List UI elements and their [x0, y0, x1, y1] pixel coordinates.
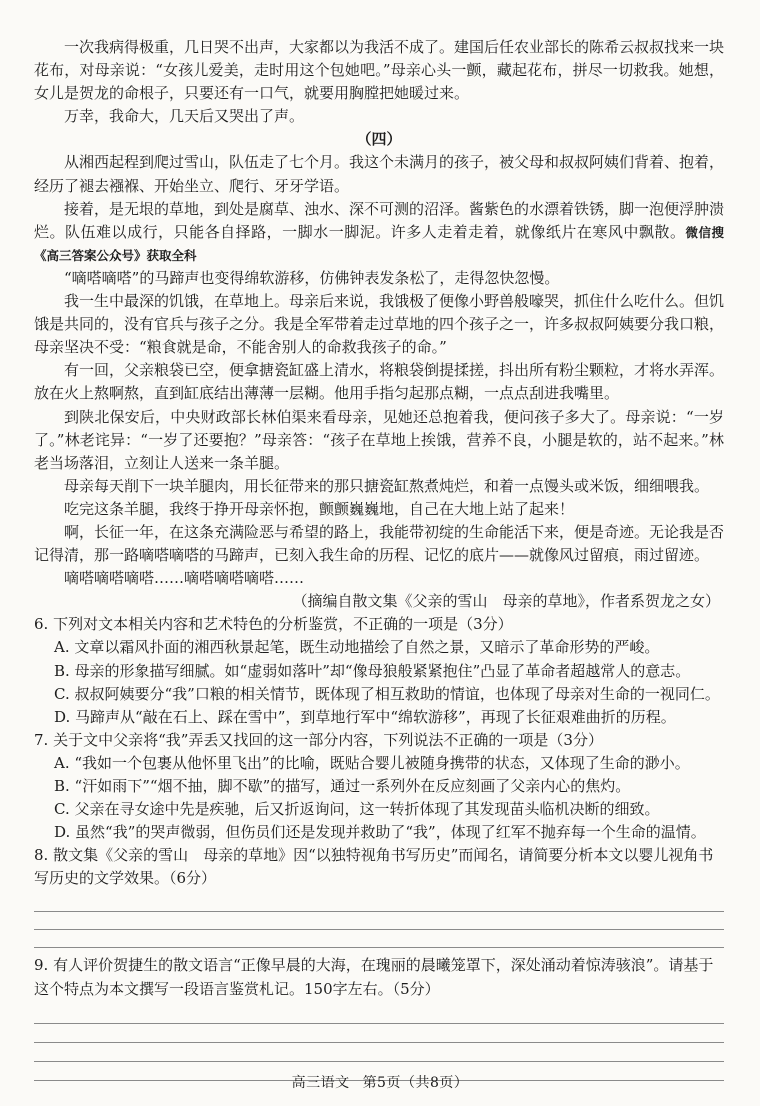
section-number: （四）	[356, 130, 402, 149]
question-6-option-c: C. 叔叔阿姨要分“我”口粮的相关情节，既体现了相互救助的情谊，也体现了母亲对生命的一视同仁。	[54, 684, 720, 703]
question-6-option-d: D. 马蹄声从“敲在石上、踩在雪中”，到草地行军中“绵软游移”，再现了长征艰难曲折的历程。	[54, 707, 676, 726]
answer-line[interactable]	[34, 894, 724, 912]
answer-line[interactable]	[34, 1024, 724, 1043]
passage-paragraph: 有一回，父亲粮袋已空，便拿搪瓷缸盛上清水，将粮袋倒提揉搓，抖出所有粉尘颗粒，才将水弄浑。放在火上熬啊熬，直到缸底结出薄薄一层糊。他用手指匀起那点糊，一点点刮进我嘴里。	[34, 361, 725, 403]
question-6-option-a: A. 文章以霜风扑面的湘西秋景起笔，既生动地描绘了自然之景，又暗示了革命形势的严峻。	[54, 638, 660, 657]
answer-line[interactable]	[34, 1005, 724, 1024]
answer-line[interactable]	[34, 930, 724, 948]
question-9-answer-area[interactable]	[34, 1005, 724, 1081]
question-7-stem: 7. 关于文中父亲将“我”弄丢又找回的这一部分内容，下列说法不正确的一项是（3分）	[34, 730, 603, 749]
footer-page-number: 第5页（共8页）	[362, 1075, 469, 1091]
passage-paragraph: “嘀嗒嘀嗒”的马蹄声也变得绵软游移，仿佛钟表发条松了，走得忽快忽慢。	[64, 268, 560, 287]
passage-paragraph: 万幸，我命大，几天后又哭出了声。	[64, 107, 305, 126]
passage-paragraph	[34, 198, 724, 267]
passage-paragraph: 吃完这条羊腿，我终于挣开母亲怀抱，颤颤巍巍地，自己在大地上站了起来！	[64, 499, 575, 518]
footer-subject: 高三语文	[291, 1075, 350, 1091]
passage-paragraph: 嘀嗒嘀嗒嘀嗒……嘀嗒嘀嗒嘀嗒……	[64, 569, 305, 588]
passage-paragraph: 到陕北保安后，中央财政部长林伯渠来看母亲，见她还总抱着我，便问孩子多大了。母亲说：“一岁了。”林老诧异：“一岁了还要抱？”母亲答：“孩子在草地上挨饿，营养不良，小腿是软的，站不起来。”林老当场落泪，立刻让人送来一条羊腿。	[34, 407, 724, 472]
question-8-answer-area[interactable]	[34, 894, 724, 948]
passage-text: 接着，是无垠的草地，到处是腐草、浊水、深不可测的沼泽。酱紫色的水漂着铁锈，脚一泡便浮肿溃烂。队伍难以成行，只能各自择路，一脚水一脚泥。许多人走着走着，就像纸片在寒风中飘散。	[34, 199, 725, 241]
exam-content	[34, 36, 724, 1081]
passage-paragraph: 从湘西起程到爬过雪山，队伍走了七个月。我这个未满月的孩子，被父母和叔叔阿姨们背着、抱着，经历了褪去襁褓、开始坐立、爬行、牙牙学语。	[34, 153, 725, 195]
passage-paragraph: 啊，长征一年，在这条充满险恶与希望的路上，我能带初绽的生命能活下来，便是奇迹。无论我是否记得清，那一路嘀嗒嘀嗒的马蹄声，已刻入我生命的历程、记忆的底片——就像风过留痕，雨过留迹。	[34, 522, 725, 565]
passage-source: （摘编自散文集《父亲的雪山 母亲的草地》，作者系贺龙之女）	[292, 592, 720, 611]
question-7-option-d: D. 虽然“我”的哭声微弱，但伤员们还是发现并救助了“我”，体现了红军不抛弃每一个生命的温情。	[54, 823, 706, 842]
inline-notice: 微信搜《高三答案公众号》获取全科	[34, 224, 724, 263]
page-footer	[0, 1072, 760, 1092]
question-6-stem: 6. 下列对文本相关内容和艺术特色的分析鉴赏，不正确的一项是（3分）	[34, 615, 513, 634]
question-8-stem: 8. 散文集《父亲的雪山 母亲的草地》因“以独特视角书写历史”而闻名，请简要分析本文以婴儿视角书写历史的文学效果。（6分）	[34, 846, 714, 888]
answer-line[interactable]	[34, 1043, 724, 1062]
question-6-option-b: B. 母亲的形象描写细腻。如“虚弱如落叶”却“像母狼般紧紧抱住”凸显了革命者超越常人的意志。	[54, 661, 691, 680]
answer-line[interactable]	[34, 912, 724, 930]
question-7-option-a: A. “我如一个包裹从他怀里飞出”的比喻，既贴合婴儿被随身携带的状态，又体现了生命的渺小。	[54, 753, 690, 772]
question-7-option-b: B. “汗如雨下”“烟不抽，脚不歇”的描写，通过一系列外在反应刻画了父亲内心的焦灼。	[54, 777, 631, 795]
passage-paragraph: 一次我病得极重，几日哭不出声，大家都以为我活不成了。建国后任农业部长的陈希云叔叔找来一块花布，对母亲说：“女孩儿爱美，走时用这个包她吧。”母亲心头一颤，藏起花布，拼尽一切救我。她想，女儿是贺龙的命根子，只要还有一口气，就要用胸膛把她暖过来。	[34, 38, 725, 103]
question-9-stem: 9. 有人评价贺捷生的散文语言“正像早晨的大海，在瑰丽的晨曦笼罩下，深处涌动着惊涛骇浪”。请基于这个特点为本文撰写一段语言鉴赏札记。150字左右。（5分）	[34, 956, 714, 998]
passage-paragraph: 我一生中最深的饥饿，在草地上。母亲后来说，我饿极了便像小野兽般嚎哭，抓住什么吃什么。但饥饿是共同的，没有官兵与孩子之分。我是全军带着走过草地的四个孩子之一，许多叔叔阿姨要分我口粮，母亲坚决不受：“粮食就是命，不能舍别人的命救我孩子的命。”	[34, 292, 725, 357]
question-7-option-c: C. 父亲在寻女途中先是疾驰，后又折返询问，这一转折体现了其发现苗头临机决断的细致。	[54, 800, 660, 819]
passage-paragraph: 母亲每天削下一块羊腿肉，用长征带来的那只搪瓷缸熬煮炖烂，和着一点馒头或米饭，细细喂我。	[64, 476, 710, 495]
